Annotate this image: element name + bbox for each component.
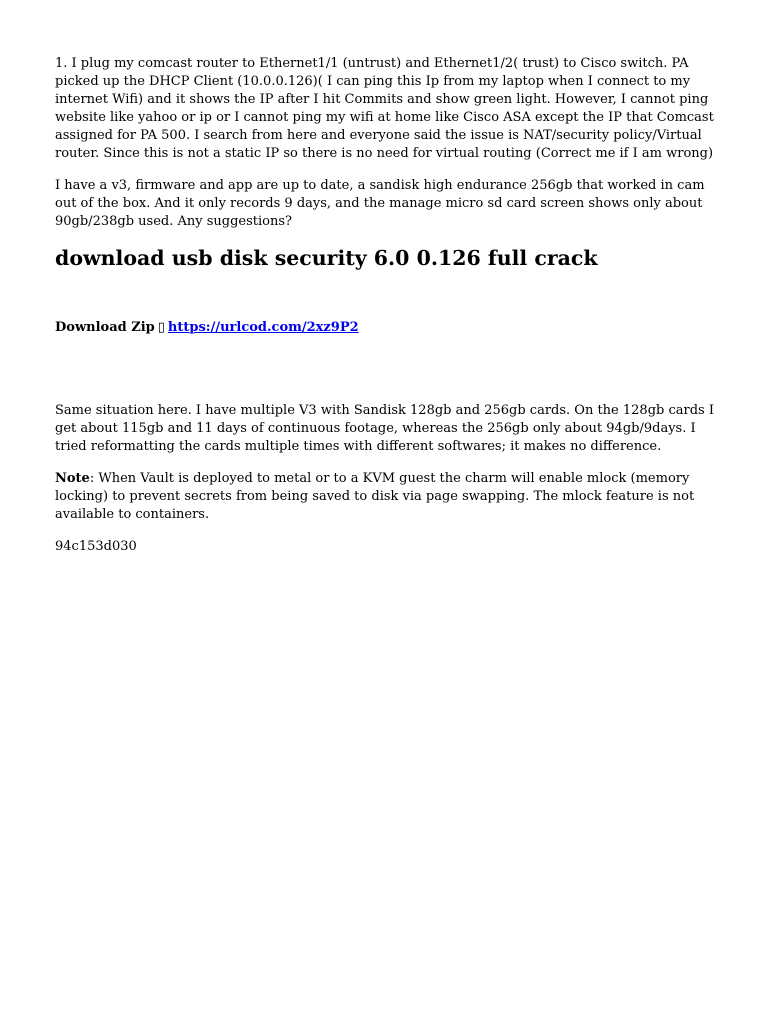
download-link[interactable]: https://urlcod.com/2xz9P2 (167, 320, 359, 335)
download-line (55, 319, 359, 337)
document-page (55, 55, 715, 554)
paragraph-same-situation: Same situation here. I have multiple V3 with Sandisk 128gb and 256gb cards. On the 128gb cards I get about 115gb and 11 days of continuous footage, whereas the 256gb only about 94gb/9days. I tried reformatting the cards multiple times with different softwares; it makes no difference. (55, 403, 714, 454)
lower-content (55, 402, 715, 556)
note-label: Note (55, 471, 90, 486)
note-text: : When Vault is deployed to metal or to a KVM guest the charm will enable mlock (memory locking) to prevent secrets from being saved to disk via page swapping. The mlock feature is not available to containers. (55, 471, 695, 522)
page-heading: download usb disk security 6.0 0.126 full crack (55, 246, 598, 270)
arrow-icon: ▯ (157, 320, 165, 335)
paragraph-note (55, 470, 715, 524)
paragraph-router-issue: 1. I plug my comcast router to Ethernet1/1 (untrust) and Ethernet1/2( trust) to Cisco switch. PA picked up the DHCP Client (10.0.0.126)( I can ping this Ip from my laptop when I connect to my internet Wifi) and it shows the IP after I hit Commits and show green light. However, I cannot ping website like yahoo or ip or I cannot ping my wifi at home like Cisco ASA except the IP that Comcast assigned for PA 500. I search from here and everyone said the issue is NAT/security policy/Virtual router. Since this is not a static IP so there is no need for virtual routing (Correct me if I am wrong) (55, 56, 714, 161)
download-label: Download Zip (55, 320, 155, 335)
paragraph-sd-card-issue: I have a v3, firmware and app are up to date, a sandisk high endurance 256gb that worked in cam out of the box. And it only records 9 days, and the manage micro sd card screen shows only about 90gb/238gb used. Any suggestions? (55, 178, 705, 229)
paragraph-code: 94c153d030 (55, 539, 137, 554)
